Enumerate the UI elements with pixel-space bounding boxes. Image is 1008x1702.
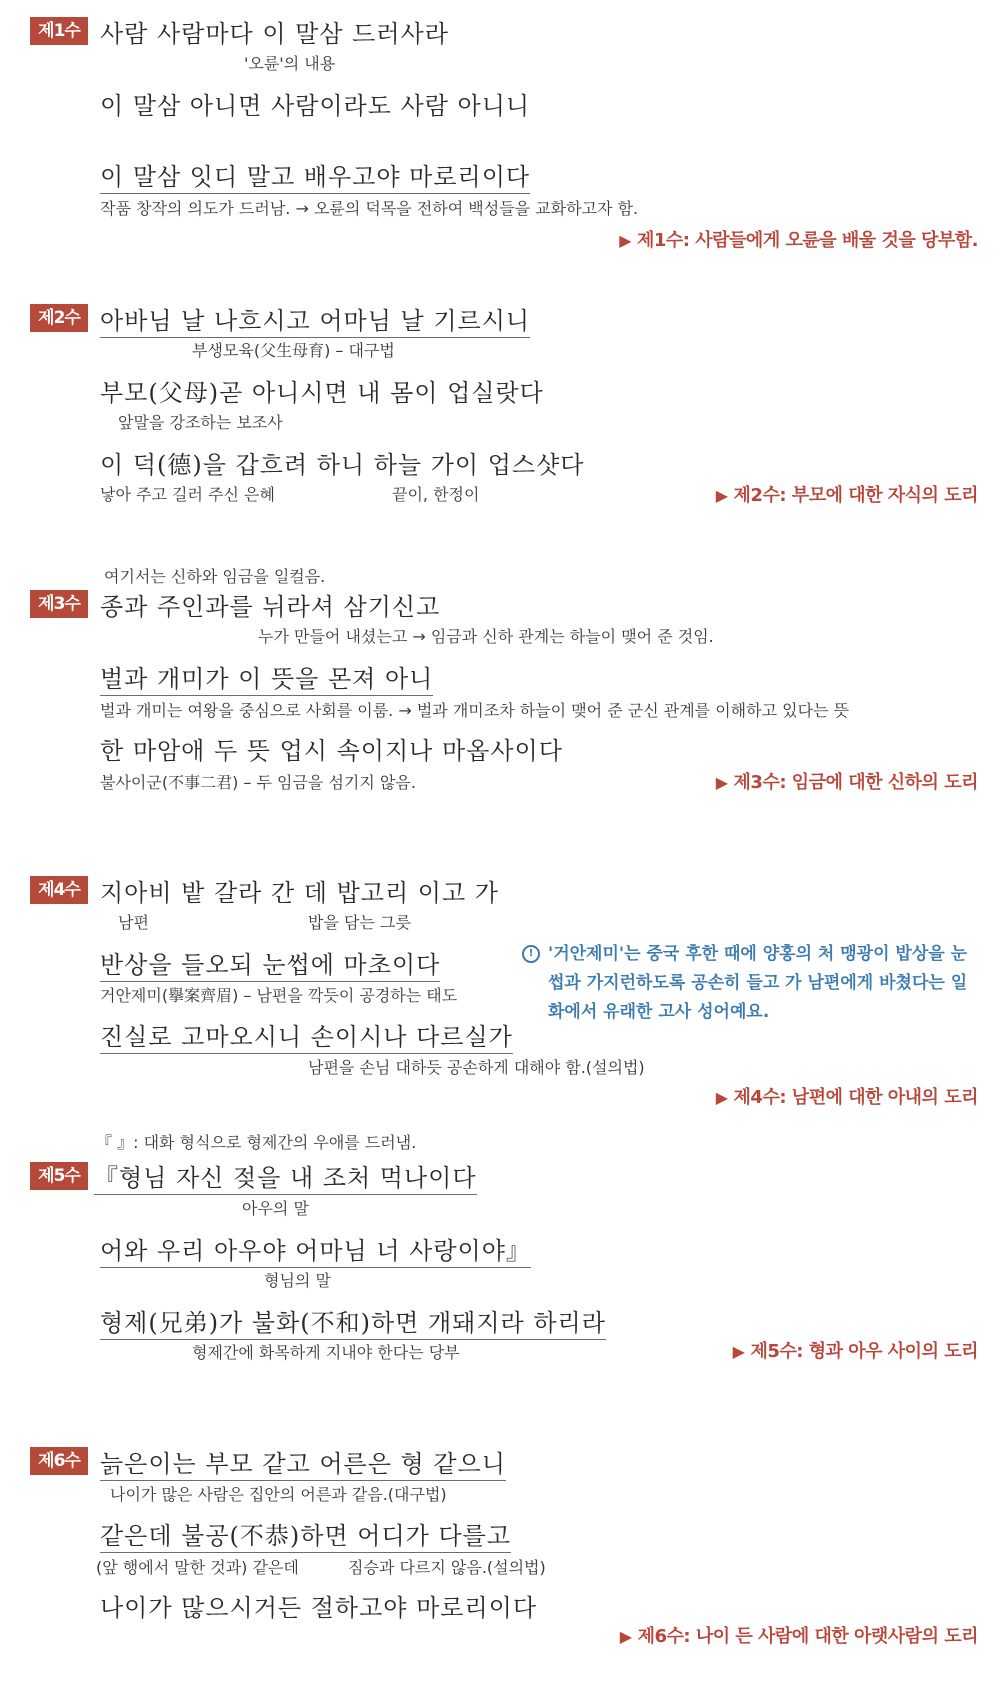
triangle-right-icon: ▶ bbox=[732, 1342, 745, 1361]
stanza-2-note-2: 앞말을 강조하는 보조사 bbox=[118, 413, 283, 432]
stanza-6-summary: ▶ 제6수: 나이 든 사람에 대한 아랫사람의 도리 bbox=[619, 1626, 978, 1647]
stanza-4-line-1: 지아비 밭 갈라 간 데 밥고리 이고 가 bbox=[100, 879, 499, 907]
stanza-4-summary: ▶ 제4수: 남편에 대한 아내의 도리 bbox=[715, 1087, 978, 1108]
stanza-2-note-3: 낳아 주고 길러 주신 은혜 bbox=[100, 485, 275, 504]
stanza-4-badge: 제4수 bbox=[30, 876, 88, 904]
stanza-6-note-1: 나이가 많은 사람은 집안의 어른과 같음.(대구법) bbox=[110, 1485, 447, 1504]
stanza-2-badge: 제2수 bbox=[30, 304, 88, 332]
stanza-4-note-2: 밥을 담는 그릇 bbox=[308, 913, 411, 932]
stanza-6-line-3: 나이가 많으시거든 절하고야 마로리이다 bbox=[100, 1594, 538, 1622]
stanza-4-note-1: 남편 bbox=[118, 913, 149, 932]
stanza-6-note-3: 짐승과 다르지 않음.(설의법) bbox=[348, 1558, 546, 1577]
stanza-2-line-2: 부모(父母)곧 아니시면 내 몸이 업실랏다 bbox=[100, 379, 544, 407]
stanza-3-badge: 제3수 bbox=[30, 590, 88, 618]
stanza-1-summary: ▶ 제1수: 사람들에게 오륜을 배울 것을 당부함. bbox=[619, 230, 978, 251]
stanza-4-note-4: 남편을 손님 대하듯 공손하게 대해야 함.(설의법) bbox=[308, 1058, 645, 1077]
stanza-1-line-1: 사람 사람마다 이 말삼 드러사라 bbox=[100, 20, 449, 48]
stanza-2-note-1: 부생모육(父生母育) – 대구법 bbox=[192, 341, 395, 360]
stanza-6-badge: 제6수 bbox=[30, 1447, 88, 1475]
triangle-right-icon: ▶ bbox=[619, 231, 631, 250]
stanza-4-line-3: 진실로 고마오시니 손이시나 다르실가 bbox=[100, 1017, 513, 1054]
stanza-5-note-3: 형님의 말 bbox=[264, 1271, 331, 1290]
stanza-6-note-2: (앞 행에서 말한 것과) 같은데 bbox=[96, 1558, 299, 1577]
stanza-3-note-3: 벌과 개미는 여왕을 중심으로 사회를 이룸. → 벌과 개미조차 하늘이 맺어 준 군신 관계를 이해하고 있다는 뜻 bbox=[100, 701, 850, 720]
stanza-4-line-2: 반상을 들오되 눈썹에 마초이다 bbox=[100, 945, 440, 982]
tip-text: '거안제미'는 중국 후한 때에 양홍의 처 맹광이 밥상을 눈썹과 가지런하도록 공손히 들고 가 남편에게 바쳤다는 일화에서 유래한 고사 성어예요. bbox=[548, 944, 968, 1022]
stanza-3-note-1: 여기서는 신하와 임금을 일컬음. bbox=[104, 567, 326, 586]
triangle-right-icon: ▶ bbox=[715, 486, 728, 505]
triangle-right-icon: ▶ bbox=[619, 1627, 632, 1646]
stanza-3-note-4: 불사이군(不事二君) – 두 임금을 섬기지 않음. bbox=[100, 773, 416, 792]
stanza-6-line-1: 늙은이는 부모 같고 어른은 형 같으니 bbox=[100, 1444, 506, 1481]
tip-box bbox=[522, 940, 982, 1027]
stanza-2-summary: ▶ 제2수: 부모에 대한 자식의 도리 bbox=[715, 485, 978, 506]
stanza-5-badge: 제5수 bbox=[30, 1162, 88, 1190]
stanza-5-line-3: 형제(兄弟)가 불화(不和)하면 개돼지라 하리라 bbox=[100, 1303, 606, 1340]
stanza-4-note-3: 거안제미(擧案齊眉) – 남편을 깍듯이 공경하는 태도 bbox=[100, 986, 458, 1005]
triangle-right-icon: ▶ bbox=[715, 1088, 728, 1107]
stanza-5-line-1: 『형님 자신 젖을 내 조처 먹나이다 bbox=[94, 1158, 477, 1195]
stanza-5-note-1: 『 』: 대화 형식으로 형제간의 우애를 드러냄. bbox=[96, 1133, 417, 1152]
stanza-3-line-1: 종과 주인과를 뉘라셔 삼기신고 bbox=[100, 593, 441, 621]
stanza-3-line-2: 벌과 개미가 이 뜻을 몬져 아니 bbox=[100, 659, 433, 696]
stanza-1-line-3: 이 말삼 잇디 말고 배우고야 마로리이다 bbox=[100, 157, 530, 194]
stanza-3-line-3: 한 마암애 두 뜻 업시 속이지나 마옵사이다 bbox=[100, 737, 563, 765]
stanza-1-badge: 제1수 bbox=[30, 17, 88, 45]
stanza-1-note-1: '오륜'의 내용 bbox=[244, 54, 336, 73]
lightbulb-icon: ! bbox=[522, 945, 540, 963]
stanza-2-note-4: 끝이, 한정이 bbox=[392, 485, 480, 504]
stanza-1-note-2: 작품 창작의 의도가 드러남. → 오륜의 덕목을 전하여 백성들을 교화하고자 함. bbox=[100, 199, 639, 218]
stanza-2-line-3: 이 덕(德)을 갑흐려 하니 하늘 가이 업스샷다 bbox=[100, 451, 585, 479]
stanza-3-note-2: 누가 만들어 내셨는고 → 임금과 신하 관계는 하늘이 맺어 준 것임. bbox=[258, 627, 714, 646]
stanza-5-note-4: 형제간에 화목하게 지내야 한다는 당부 bbox=[192, 1343, 460, 1362]
stanza-3-summary: ▶ 제3수: 임금에 대한 신하의 도리 bbox=[715, 772, 978, 793]
stanza-5-note-2: 아우의 말 bbox=[242, 1199, 309, 1218]
stanza-1-line-2: 이 말삼 아니면 사람이라도 사람 아니니 bbox=[100, 92, 531, 120]
stanza-5-summary: ▶ 제5수: 형과 아우 사이의 도리 bbox=[732, 1341, 978, 1362]
stanza-5-line-2: 어와 우리 아우야 어마님 너 사랑이야』 bbox=[100, 1231, 531, 1268]
triangle-right-icon: ▶ bbox=[715, 773, 728, 792]
stanza-2-line-1: 아바님 날 나흐시고 어마님 날 기르시니 bbox=[100, 301, 530, 338]
stanza-6-line-2: 같은데 불공(不恭)하면 어디가 다를고 bbox=[100, 1516, 511, 1553]
